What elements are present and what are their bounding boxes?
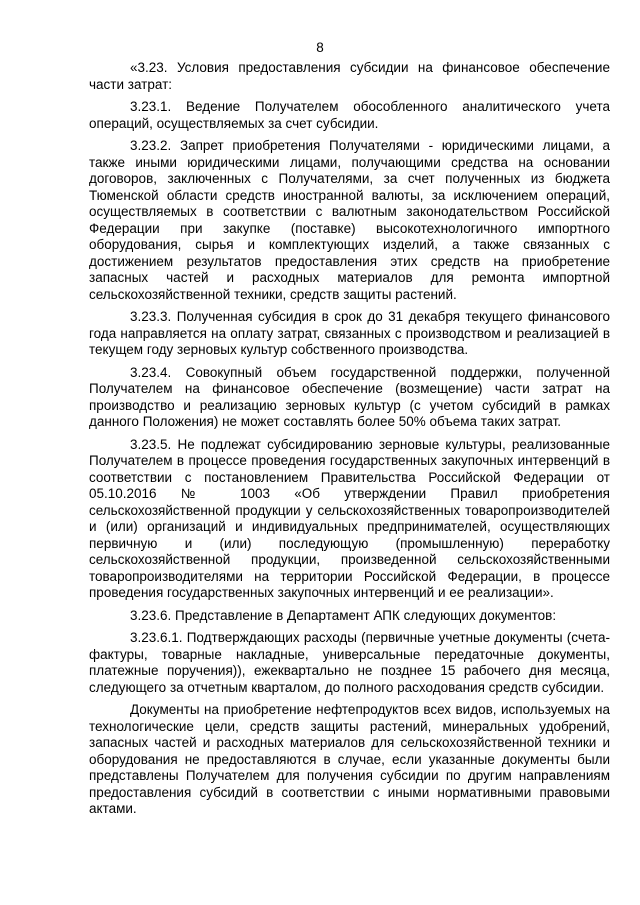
page-number: 8 [316,40,324,55]
paragraph-3-23-1: 3.23.1. Ведение Получателем обособленного аналитического учета операций, осуществляемых за счет субсидии. [89,99,610,131]
paragraph-3-23-6: 3.23.6. Представление в Департамент АПК следующих документов: [130,607,557,623]
paragraph-3-23-2: 3.23.2. Запрет приобретения Получателями - юридическими лицами, а также иными юридическими лицами, получающими средства на основании договоров, заключенных с Получателями, за счет полученных из бюджета Тюменской области средств иностранной валюты, за исключением операций, осуществляемых в соответствии с валютным законодательством Российской Федерации при закупке (поставке) высокотехнологичного импортного оборудования, сырья и комплектующих изделий, а также связанных с достижением результатов предоставления этих средств на приобретение запасных частей и расходных материалов для ремонта импортной сельскохозяйственной техники, средств защиты растений. [89,138,610,302]
paragraph-3-23-5: 3.23.5. Не подлежат субсидированию зерновые культуры, реализованные Получателем в процессе проведения государственных закупочных интервенций в соответствии с постановлением Правительства Российской Федерации от 05.10.2016 № 1003 «Об утверждении Правил приобретения сельскохозяйственной продукции у сельскохозяйственных товаропроизводителей и (или) организаций и индивидуальных предпринимателей, осуществляющих первичную и (или) последующую (промышленную) переработку сельскохозяйственной продукции, произведенной сельскохозяйственными товаропроизводителями на территории Российской Федерации, в процессе проведения государственных закупочных интервенций и ее реализации». [89,436,610,600]
paragraph-3-23: «3.23. Условия предоставления субсидии на финансовое обеспечение части затрат: [89,60,610,92]
paragraph-3-23-6-1: 3.23.6.1. Подтверждающих расходы (первичные учетные документы (счета-фактуры, товарные накладные, универсальные передаточные документы, платежные поручения)), ежеквартально не позднее 15 рабочего дня месяца, следующего за отчетным кварталом, до полного расходования средств субсидии. [89,630,610,695]
document-body [89,60,610,824]
paragraph-3-23-4: 3.23.4. Совокупный объем государственной поддержки, полученной Получателем на финансовое обеспечение (возмещение) части затрат на производство и реализацию зерновых культур (с учетом субсидий в рамках данного Положения) не может составлять более 50% объема таких затрат. [89,364,610,429]
paragraph-documents-note: Документы на приобретение нефтепродуктов всех видов, используемых на технологические цели, средств защиты растений, минеральных удобрений, запасных частей и расходных материалов для сельскохозяйственной техники и оборудования не предоставляются в случае, если указанные документы были представлены Получателем для получения субсидии по другим направлениям предоставления субсидий в соответствии с иными нормативными правовыми актами. [89,702,610,816]
paragraph-3-23-3: 3.23.3. Полученная субсидия в срок до 31 декабря текущего финансового года направляется на оплату затрат, связанных с производством и реализацией в текущем году зерновых культур собственного производства. [89,309,610,357]
